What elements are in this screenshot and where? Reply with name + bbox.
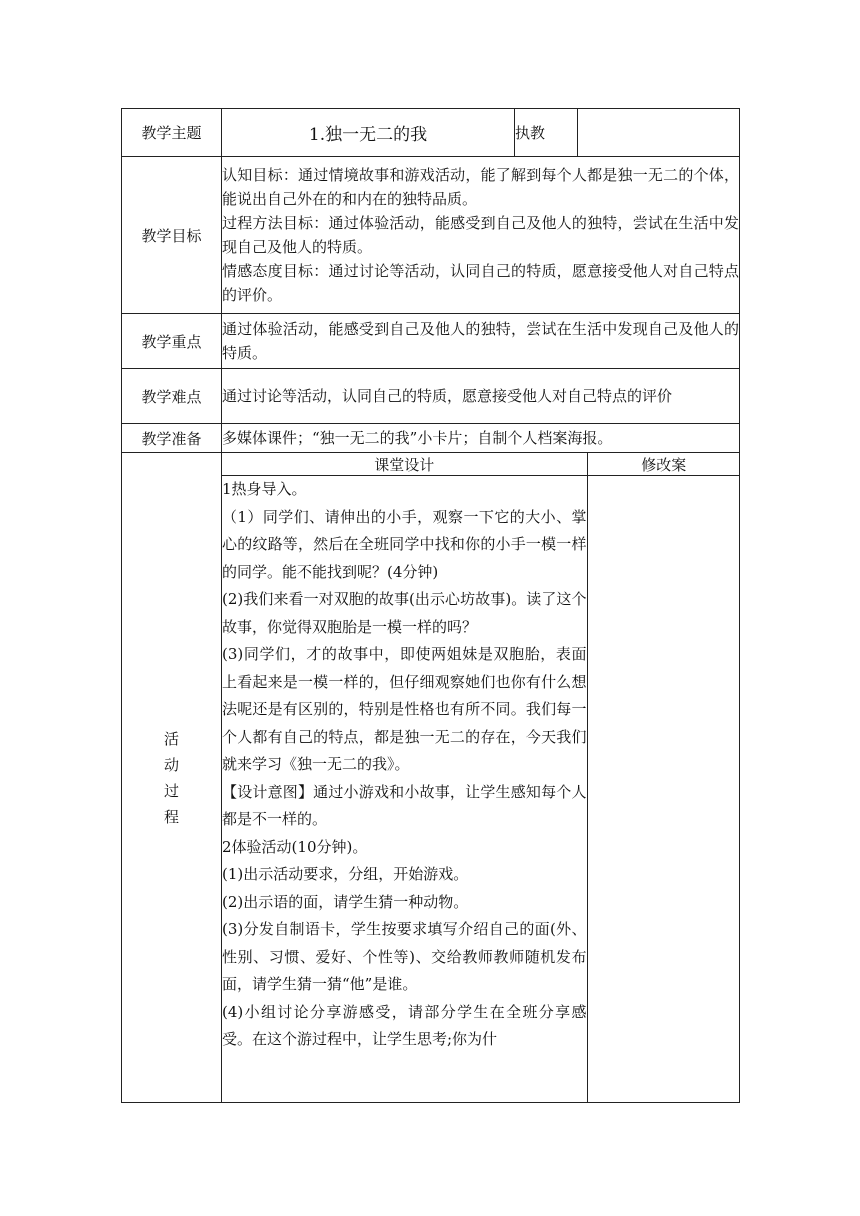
design-paragraph: (4)小组讨论分享游感受，请部分学生在全班分享感受。在这个游过程中，让学生思考;你为什 [222, 1002, 587, 1048]
design-content [222, 476, 587, 1103]
revision-column-header: 修改案 [587, 453, 740, 476]
revision-content [587, 476, 740, 1103]
design-paragraph: (3)同学们，才的故事中，即使两姐妹是双胞胎，表面上看起来是一模一样的，但仔细观察她们也你有什么想法呢还是有区别的，特别是性格也有所不同。我们每一个人都有自己的特点，都是独一无二的存在，今天我们就来学习《独一无二的我》。 [222, 645, 587, 773]
design-paragraph: 2体验活动(10分钟)。 [222, 837, 368, 856]
activity-label-char: 活 [163, 729, 179, 748]
activity-row [122, 453, 740, 1103]
design-paragraph: (2)出示语的面，请学生猜一种动物。 [222, 892, 469, 911]
key-points-label: 教学重点 [122, 314, 222, 369]
design-column-header: 课堂设计 [222, 453, 587, 476]
preparation-content: 多媒体课件；“独一无二的我”小卡片；自制个人档案海报。 [222, 424, 740, 453]
goals-label: 教学目标 [122, 157, 222, 314]
topic-label: 教学主题 [122, 109, 222, 157]
activity-container [222, 453, 740, 1103]
activity-label-char: 动 [163, 755, 179, 774]
design-paragraph: 1热身导入。 [222, 480, 307, 498]
goal-cognitive: 认知目标：通过情境故事和游戏活动，能了解到每个人都是独一无二的个体，能说出自己外在的和内在的独特品质。 [222, 166, 739, 208]
lesson-title: 1.独一无二的我 [222, 109, 515, 157]
goals-row [122, 157, 740, 314]
key-points-row [122, 314, 740, 369]
preparation-label: 教学准备 [122, 424, 222, 453]
design-paragraph: (2)我们来看一对双胞的故事(出示心坊故事)。读了这个故事，你觉得双胞胎是一模一样的吗？ [222, 590, 587, 636]
difficulties-content: 通过讨论等活动，认同自己的特质，愿意接受他人对自己特点的评价 [222, 369, 740, 424]
difficulties-label: 教学难点 [122, 369, 222, 424]
exec-label: 执教 [515, 109, 578, 157]
key-points-content: 通过体验活动，能感受到自己及他人的独特，尝试在生活中发现自己及他人的特质。 [222, 314, 740, 369]
activity-label-char: 过 [163, 781, 179, 800]
goal-attitude: 情感态度目标：通过讨论等活动，认同自己的特质，愿意接受他人对自己特点的评价。 [222, 262, 739, 304]
goal-process: 过程方法目标：通过体验活动，能感受到自己及他人的独特，尝试在生活中发现自己及他人的特质。 [222, 214, 739, 256]
activity-inner-table [222, 453, 740, 1102]
preparation-row [122, 424, 740, 453]
activity-body-row [222, 476, 740, 1103]
design-paragraph: (3)分发自制语卡，学生按要求填写介绍自己的面(外、性别、习惯、爱好、个性等)、交给教师教师随机发布面，请学生猜一猜“他”是谁。 [222, 920, 587, 993]
lesson-plan-table [121, 108, 740, 1103]
design-intent: 【设计意图】通过小游戏和小故事，让学生感知每个人都是不一样的。 [222, 782, 587, 828]
activity-label [122, 453, 222, 1103]
design-paragraph: （1）同学们、请伸出的小手，观察一下它的大小、掌心的纹路等，然后在全班同学中找和你的小手一模一样的同学。能不能找到呢？(4分钟) [222, 507, 587, 581]
topic-row [122, 109, 740, 157]
activity-header-row [222, 453, 740, 476]
goals-content [222, 157, 740, 314]
design-paragraph: (1)出示活动要求，分组，开始游戏。 [222, 865, 469, 883]
activity-label-char: 程 [163, 807, 179, 826]
exec-value [578, 109, 740, 157]
difficulties-row [122, 369, 740, 424]
